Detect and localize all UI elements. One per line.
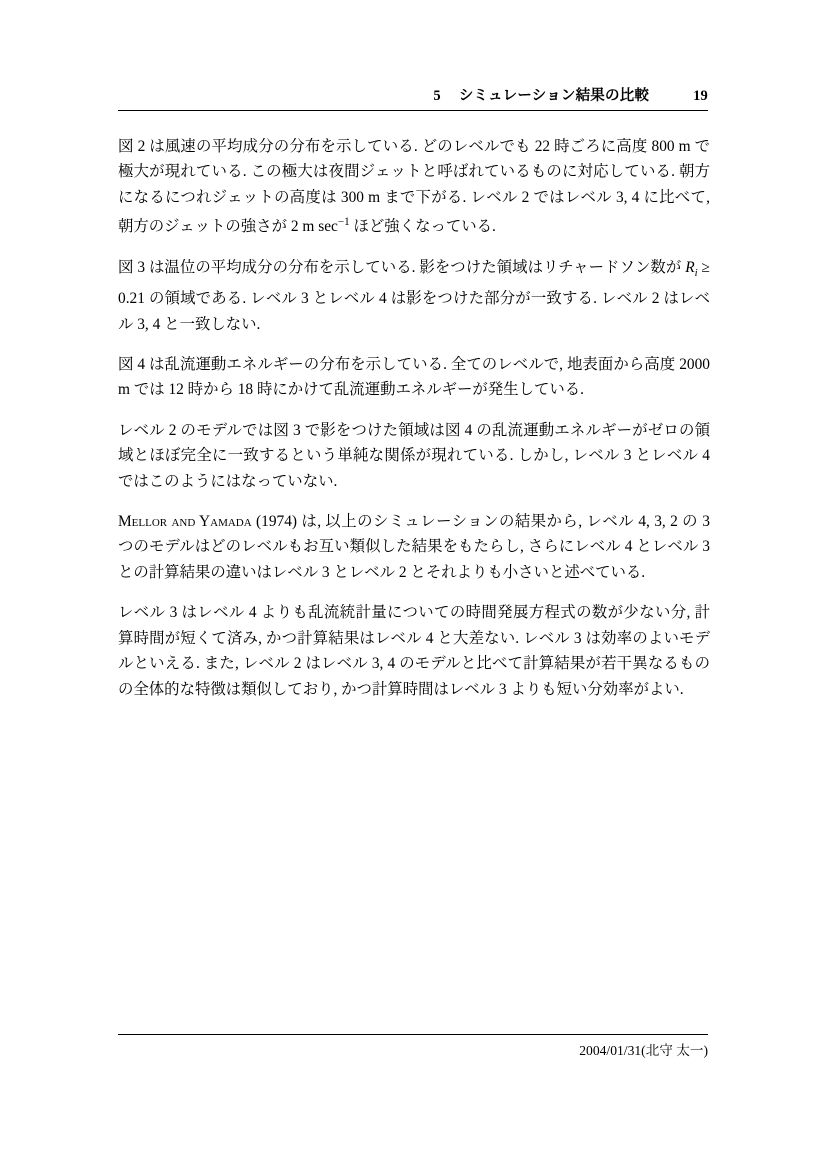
header-section-number: 5 [433, 88, 441, 104]
header-page-number: 19 [693, 88, 708, 104]
header-divider [118, 110, 708, 111]
paragraph-3: 図 4 は乱流運動エネルギーの分布を示している. 全てのレベルで, 地表面から高度 2000 m では 12 時から 18 時にかけて乱流運動エネルギーが発生している. [118, 356, 710, 399]
footer-divider [118, 1034, 708, 1035]
citation-author: Mellor and Yamada (1974) [118, 513, 298, 531]
header-section-title: シミュレーション結果の比較 [458, 88, 650, 104]
footer-note: 2004/01/31(北守 太一) [579, 1043, 708, 1058]
running-head [118, 84, 708, 105]
paragraph-5: Mellor and Yamada (1974) は, 以上のシミュレーションの結果から, レベル 4, 3, 2 の 3 つのモデルはどのレベルもお互い類似した結果をもたらし, さらにレベル 4 とレベル 3 との計算結果の違いはレベル 3 とレベル 2 とそれよりも小さいと述べている. [118, 513, 710, 581]
body-text [118, 134, 710, 702]
paragraph-1: 図 2 は風速の平均成分の分布を示している. どのレベルでも 22 時ごろに高度 800 m で極大が現れている. この極大は夜間ジェットと呼ばれているものに対応している. 朝方になるにつれジェットの高度は 300 m まで下がる. レベル 2 ではレベル 3, 4 に比べて, 朝方のジェットの強さが 2 m $\sec^{-1}$ ほど強くなっている. [118, 138, 710, 236]
paragraph-4: レベル 2 のモデルでは図 3 で影をつけた領域は図 4 の乱流運動エネルギーがゼロの領域とほぼ完全に一致するという単純な関係が現れている. しかし, レベル 3 とレベル 4 ではこのようにはなっていない. [118, 421, 710, 490]
paragraph-2: 図 3 は温位の平均成分の分布を示している. 影をつけた領域はリチャードソン数が $R_i \ge 0.21$ の領域である. レベル 3 とレベル 4 は影をつけた部分が一致する. レベル 2 はレベル 3, 4 と一致しない. [118, 258, 710, 333]
paragraph-6: レベル 3 はレベル 4 よりも乱流統計量についての時間発展方程式の数が少ない分, 計算時間が短くて済み, かつ計算結果はレベル 4 と大差ない. レベル 3 は効率のよいモデルといえる. また, レベル 2 はレベル 3, 4 のモデルと比べて計算結果が若干異なるものの全体的な特徴は類似しており, かつ計算時間はレベル 3 よりも短い分効率がよい. [118, 604, 710, 698]
